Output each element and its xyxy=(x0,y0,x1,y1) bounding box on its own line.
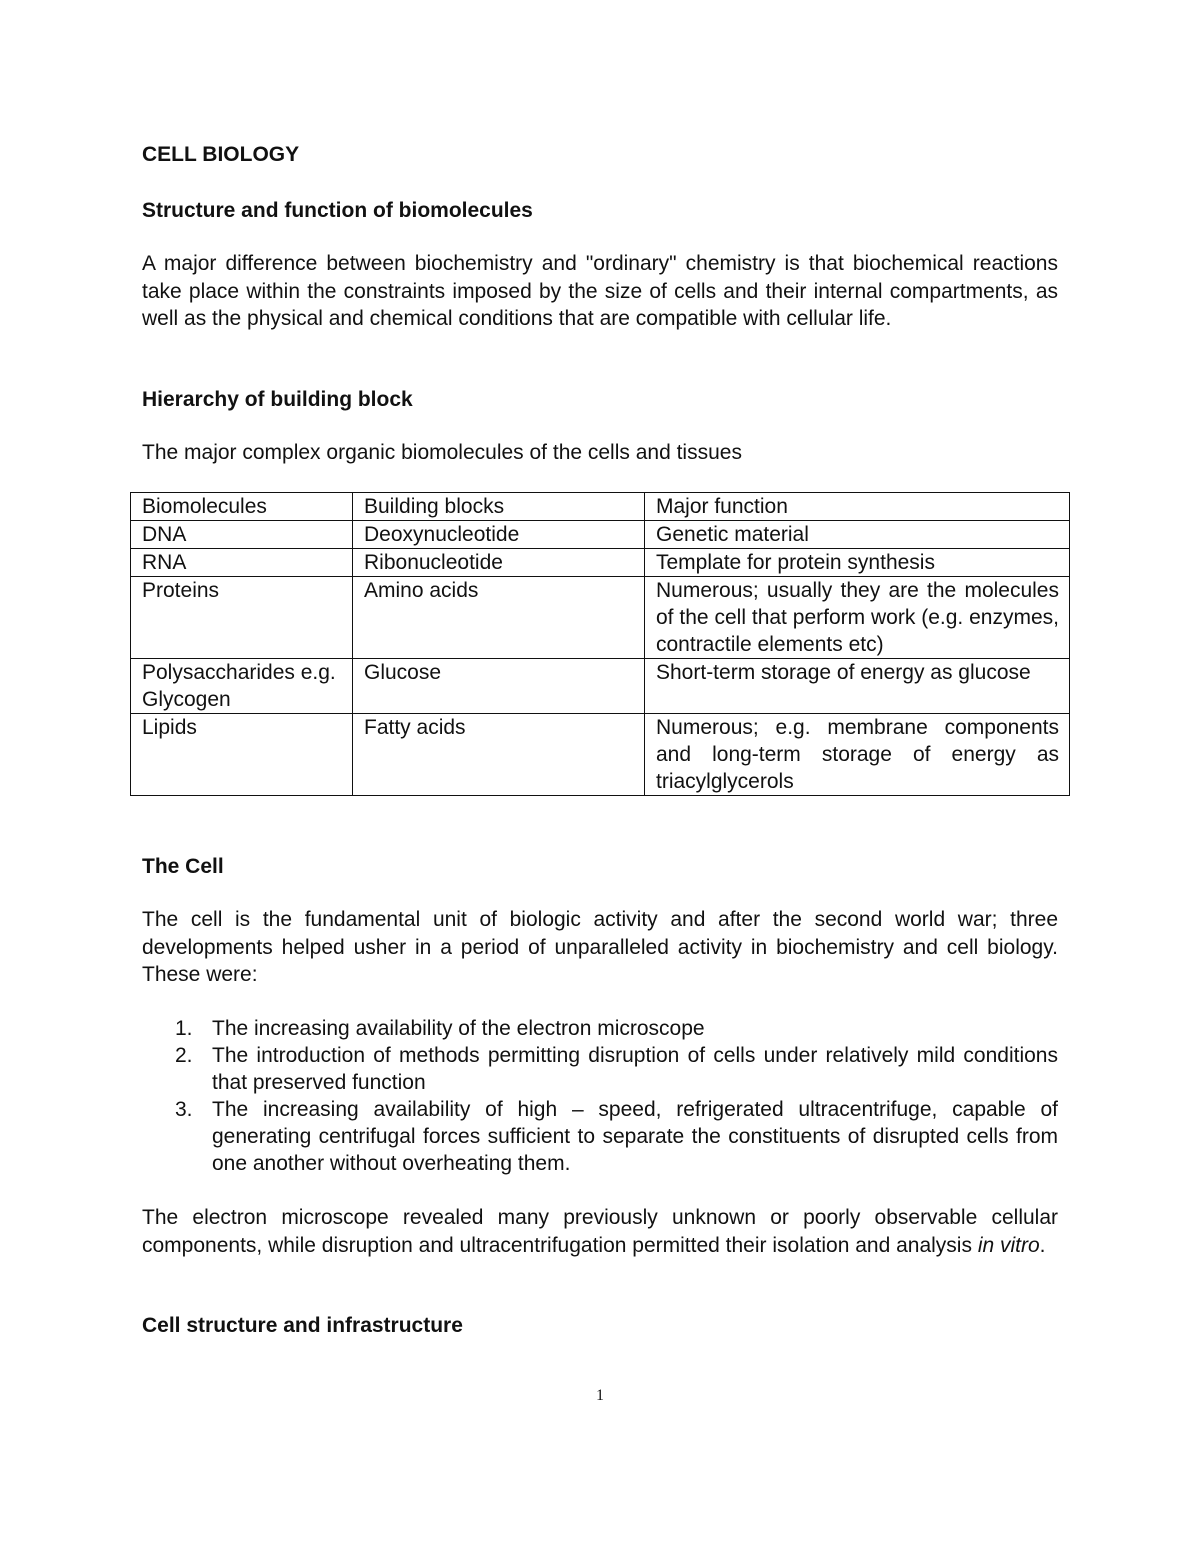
list-item xyxy=(142,1015,1058,1042)
table-cell: RNA xyxy=(131,549,353,577)
table-cell: Numerous; e.g. membrane components and long-term storage of energy as triacylglycerols xyxy=(645,714,1070,796)
table-cell: Deoxynucleotide xyxy=(353,521,645,549)
table-cell: Genetic material xyxy=(645,521,1070,549)
biomolecules-table xyxy=(130,492,1070,796)
in-vitro-italic: in vitro xyxy=(977,1233,1040,1257)
list-item-number: 2. xyxy=(175,1044,193,1067)
document-title: CELL BIOLOGY xyxy=(142,143,300,166)
list-item-text: The introduction of methods permitting disruption of cells under relatively mild conditions that preserved function xyxy=(212,1044,1058,1094)
header-cell-building-blocks: Building blocks xyxy=(353,493,645,521)
header-cell-major-function: Major function xyxy=(645,493,1070,521)
list-item-text: The increasing availability of high – speed, refrigerated ultracentrifuge, capable of generating centrifugal forces sufficient to separate the constituents of disrupted cells from one another without overheating them. xyxy=(212,1098,1058,1175)
page-number: 1 xyxy=(596,1387,604,1404)
list-item xyxy=(142,1096,1058,1177)
header-cell-biomolecules: Biomolecules xyxy=(131,493,353,521)
table-cell: Lipids xyxy=(131,714,353,796)
developments-list xyxy=(142,1015,1058,1177)
list-item-text: The increasing availability of the electron microscope xyxy=(212,1017,705,1040)
section-heading-biomolecules: Structure and function of biomolecules xyxy=(142,199,533,222)
table-row xyxy=(131,549,1070,577)
list-item-number: 3. xyxy=(175,1098,193,1121)
table-cell: Amino acids xyxy=(353,577,645,659)
table-header-row xyxy=(131,493,1070,521)
table-row xyxy=(131,577,1070,659)
table-cell: Short-term storage of energy as glucose xyxy=(645,659,1070,714)
table-cell: Glucose xyxy=(353,659,645,714)
table-cell: Template for protein synthesis xyxy=(645,549,1070,577)
table-cell: Ribonucleotide xyxy=(353,549,645,577)
section-heading-hierarchy: Hierarchy of building block xyxy=(142,388,413,411)
section-heading-the-cell: The Cell xyxy=(142,855,224,878)
electron-microscope-paragraph xyxy=(142,1204,1058,1259)
table-cell: Numerous; usually they are the molecules of the cell that perform work (e.g. enzymes, contractile elements etc) xyxy=(645,577,1070,659)
table-cell: DNA xyxy=(131,521,353,549)
table-row xyxy=(131,714,1070,796)
cell-paragraph: The cell is the fundamental unit of biologic activity and after the second world war; three developments helped usher in a period of unparalleled activity in biochemistry and cell biology. These were: xyxy=(142,908,1058,986)
table-row xyxy=(131,659,1070,714)
table-intro-text: The major complex organic biomolecules of the cells and tissues xyxy=(142,441,742,464)
paragraph-end-text: . xyxy=(1039,1233,1046,1257)
intro-paragraph: A major difference between biochemistry and "ordinary" chemistry is that biochemical reactions take place within the constraints imposed by the size of cells and their internal compartments, as well as the physical and chemical conditions that are compatible with cellular life. xyxy=(142,252,1058,330)
list-item xyxy=(142,1042,1058,1096)
paragraph-main-text: The electron microscope revealed many previously unknown or poorly observable cellular components, while disruption and ultracentrifugation permitted their isolation and analysis xyxy=(142,1206,1058,1257)
table-cell: Proteins xyxy=(131,577,353,659)
table-row xyxy=(131,521,1070,549)
table-cell: Polysaccharides e.g. Glycogen xyxy=(131,659,353,714)
list-item-number: 1. xyxy=(175,1017,193,1040)
section-heading-cell-structure: Cell structure and infrastructure xyxy=(142,1314,463,1337)
table-cell: Fatty acids xyxy=(353,714,645,796)
